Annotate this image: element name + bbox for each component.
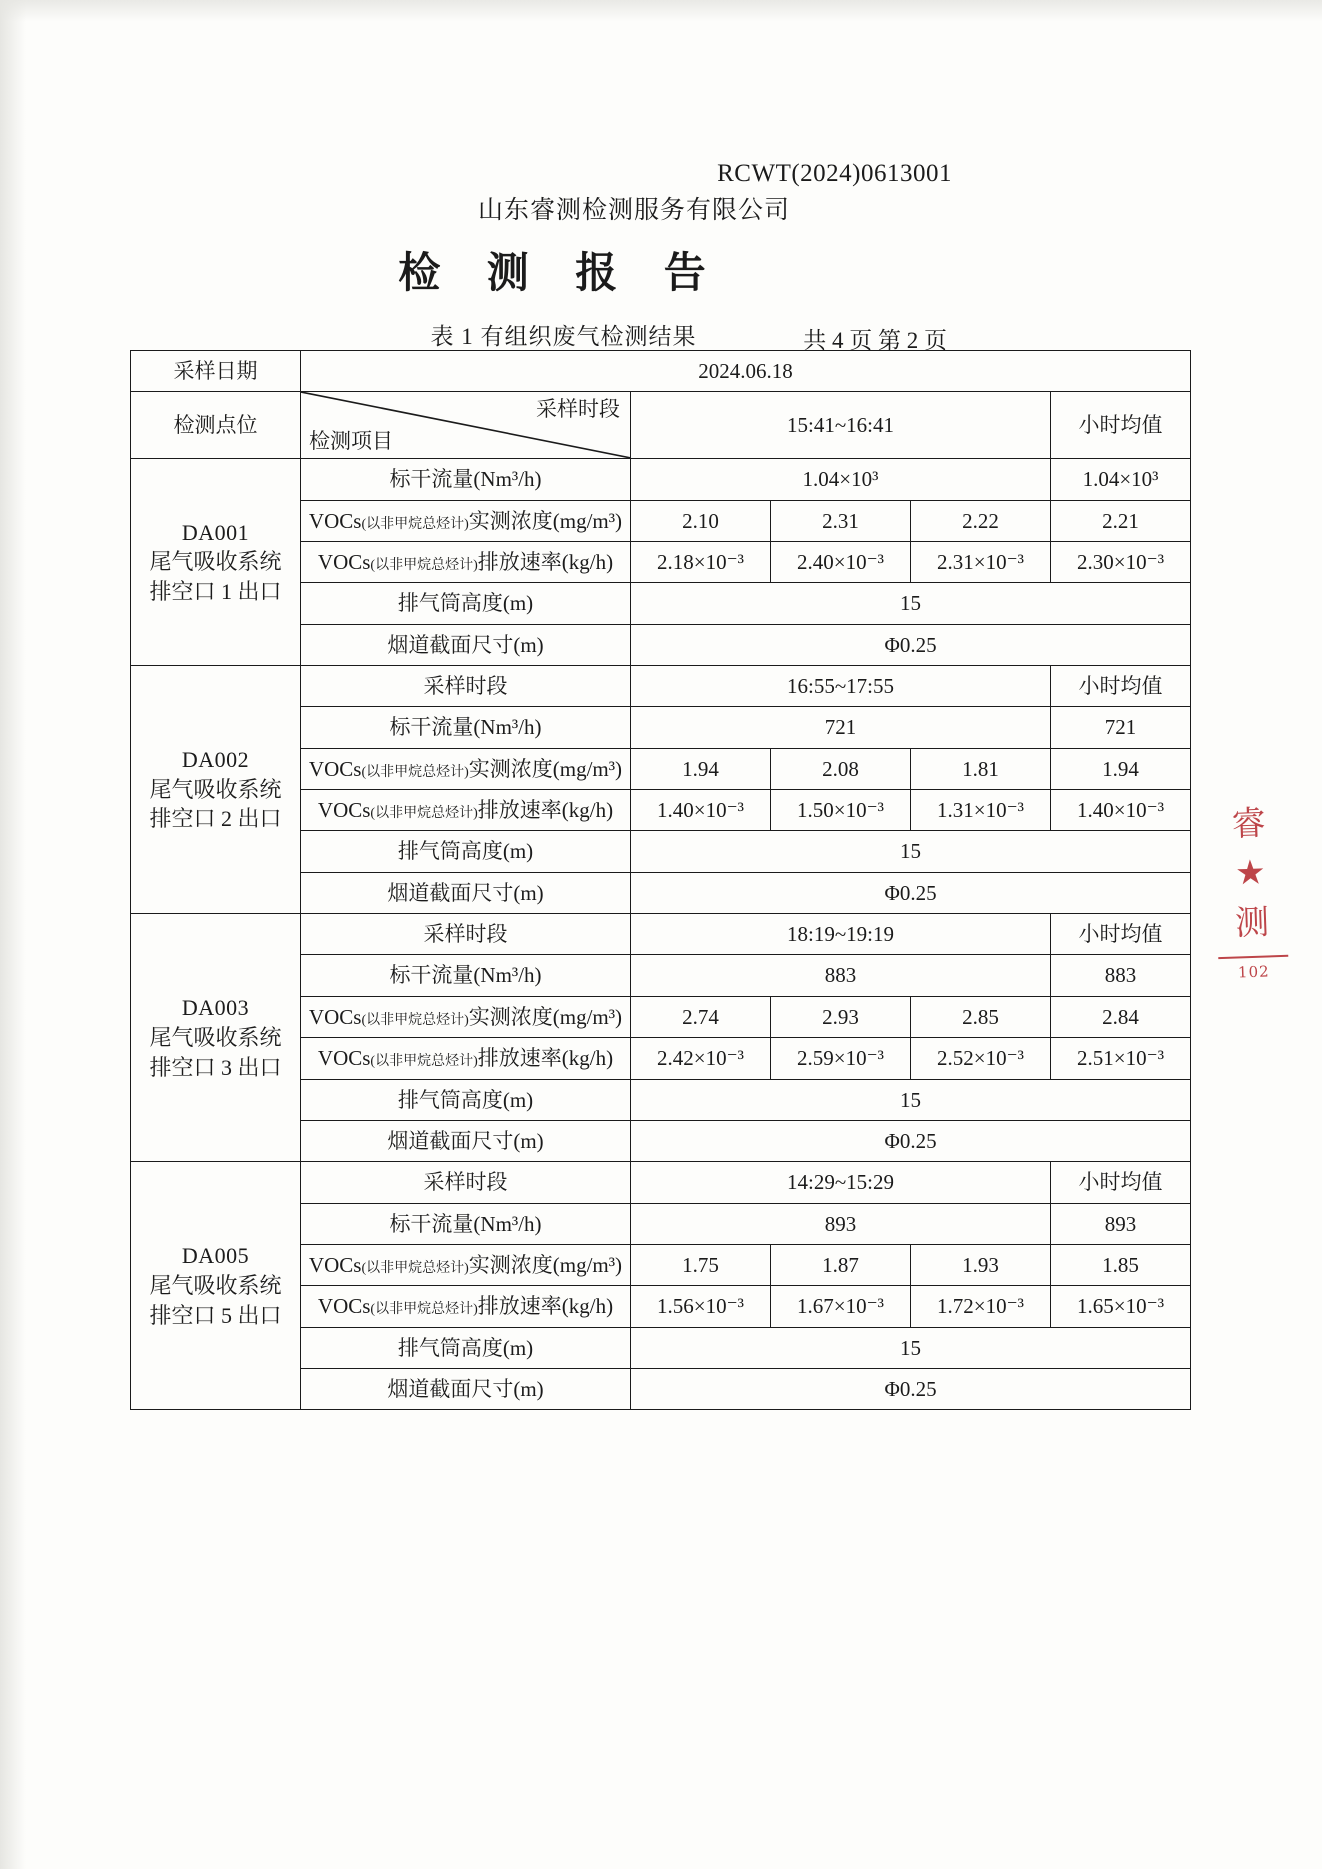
block-2-conc-avg: 2.84 xyxy=(1051,996,1191,1037)
row-label-duct-size: 烟道截面尺寸(m) xyxy=(301,1120,631,1161)
block-1-flow-value: 721 xyxy=(631,707,1051,748)
block-0-conc-1: 2.10 xyxy=(631,500,771,541)
row-label-sample-period: 采样时段 xyxy=(301,914,631,955)
point-desc-line2: 尾气吸收系统 xyxy=(149,549,282,575)
label-detection-item: 检测项目 xyxy=(309,429,393,453)
block-3-conc-1: 1.75 xyxy=(631,1244,771,1285)
block-1-conc-1: 1.94 xyxy=(631,748,771,789)
block-1-rate-1: 1.40×10⁻³ xyxy=(631,790,771,831)
point-cell-0 xyxy=(131,459,301,666)
table-row xyxy=(131,666,1191,707)
point-code: DA005 xyxy=(181,1243,250,1269)
page-count: 共 4 页 第 2 页 xyxy=(803,328,947,353)
point-desc-line2: 尾气吸收系统 xyxy=(149,1272,282,1298)
block-1-stack-height: 15 xyxy=(631,831,1191,872)
row-label-flow: 标干流量(Nm³/h) xyxy=(301,1203,631,1244)
block-3-flow-avg: 893 xyxy=(1051,1203,1191,1244)
block-2-stack-height: 15 xyxy=(631,1079,1191,1120)
company-name: 山东睿测检测服务有限公司 xyxy=(478,197,791,224)
row-label-stack-height: 排气筒高度(m) xyxy=(301,1079,631,1120)
block-2-flow-avg: 883 xyxy=(1051,955,1191,996)
block-3-rate-3: 1.72×10⁻³ xyxy=(911,1286,1051,1327)
label-hour-average: 小时均值 xyxy=(1051,392,1191,459)
diagonal-header-cell xyxy=(301,392,631,459)
block-3-conc-3: 1.93 xyxy=(911,1244,1051,1285)
block-3-conc-avg: 1.85 xyxy=(1051,1244,1191,1285)
row-label-concentration: VOCs(以非甲烷总烃计)实测浓度(mg/m³) xyxy=(301,996,631,1037)
block-1-conc-avg: 1.94 xyxy=(1051,748,1191,789)
block-2-rate-avg: 2.51×10⁻³ xyxy=(1051,1038,1191,1079)
block-1-rate-avg: 1.40×10⁻³ xyxy=(1051,790,1191,831)
block-2-rate-1: 2.42×10⁻³ xyxy=(631,1038,771,1079)
block-2-flow-value: 883 xyxy=(631,955,1051,996)
block-3-stack-height: 15 xyxy=(631,1327,1191,1368)
table-row xyxy=(131,351,1191,392)
row-label-flow: 标干流量(Nm³/h) xyxy=(301,707,631,748)
block-0-conc-avg: 2.21 xyxy=(1051,500,1191,541)
point-desc-line2: 尾气吸收系统 xyxy=(149,776,282,802)
block-2-conc-2: 2.93 xyxy=(771,996,911,1037)
row-label-stack-height: 排气筒高度(m) xyxy=(301,583,631,624)
seal-char-1: 睿 xyxy=(1230,803,1267,845)
point-desc-line3: 排空口 3 出口 xyxy=(149,1054,282,1080)
block-2-rate-3: 2.52×10⁻³ xyxy=(911,1038,1051,1079)
row-label-duct-size: 烟道截面尺寸(m) xyxy=(301,1368,631,1409)
point-code: DA003 xyxy=(181,995,250,1021)
row-label-concentration: VOCs(以非甲烷总烃计)实测浓度(mg/m³) xyxy=(301,1244,631,1285)
block-1-flow-avg: 721 xyxy=(1051,707,1191,748)
block-3-rate-2: 1.67×10⁻³ xyxy=(771,1286,911,1327)
point-desc-line3: 排空口 5 出口 xyxy=(149,1302,282,1328)
label-sample-period: 采样时段 xyxy=(536,397,620,422)
table-row xyxy=(131,914,1191,955)
row-label-rate: VOCs(以非甲烷总烃计)排放速率(kg/h) xyxy=(301,1038,631,1079)
block-1-rate-2: 1.50×10⁻³ xyxy=(771,790,911,831)
row-label-concentration: VOCs(以非甲烷总烃计)实测浓度(mg/m³) xyxy=(301,500,631,541)
block-0-rate-3: 2.31×10⁻³ xyxy=(911,542,1051,583)
sample-date-value: 2024.06.18 xyxy=(301,351,1191,392)
block-1-duct-size: Φ0.25 xyxy=(631,872,1191,913)
block-3-rate-1: 1.56×10⁻³ xyxy=(631,1286,771,1327)
label-detection-point: 检测点位 xyxy=(131,392,301,459)
point-cell-1 xyxy=(131,666,301,914)
block-2-conc-3: 2.85 xyxy=(911,996,1051,1037)
point-code: DA002 xyxy=(181,747,250,773)
row-label-flow: 标干流量(Nm³/h) xyxy=(301,459,631,500)
seal-code: 102 xyxy=(1218,955,1289,985)
row-label-rate: VOCs(以非甲烷总烃计)排放速率(kg/h) xyxy=(301,542,631,583)
label-sample-date: 采样日期 xyxy=(131,351,301,392)
table-row xyxy=(131,459,1191,500)
table-row xyxy=(131,392,1191,459)
seal-char-2: 测 xyxy=(1234,901,1270,944)
label-hour-average: 小时均值 xyxy=(1051,914,1191,955)
row-label-concentration: VOCs(以非甲烷总烃计)实测浓度(mg/m³) xyxy=(301,748,631,789)
block-0-flow-value: 1.04×10³ xyxy=(631,459,1051,500)
point-desc-line2: 尾气吸收系统 xyxy=(149,1024,282,1050)
row-label-rate: VOCs(以非甲烷总烃计)排放速率(kg/h) xyxy=(301,790,631,831)
block-3-flow-value: 893 xyxy=(631,1203,1051,1244)
block-2-period: 18:19~19:19 xyxy=(631,914,1051,955)
table-caption: 表 1 有组织废气检测结果 xyxy=(430,324,697,349)
block-0-period: 15:41~16:41 xyxy=(631,392,1051,459)
block-0-flow-avg: 1.04×10³ xyxy=(1051,459,1191,500)
point-desc-line3: 排空口 2 出口 xyxy=(149,806,282,832)
block-2-duct-size: Φ0.25 xyxy=(631,1120,1191,1161)
block-3-rate-avg: 1.65×10⁻³ xyxy=(1051,1286,1191,1327)
row-label-stack-height: 排气筒高度(m) xyxy=(301,1327,631,1368)
block-0-duct-size: Φ0.25 xyxy=(631,624,1191,665)
block-1-period: 16:55~17:55 xyxy=(631,666,1051,707)
label-hour-average: 小时均值 xyxy=(1051,1162,1191,1203)
block-3-duct-size: Φ0.25 xyxy=(631,1368,1191,1409)
company-seal-stamp xyxy=(1213,799,1289,985)
block-0-rate-avg: 2.30×10⁻³ xyxy=(1051,542,1191,583)
block-2-rate-2: 2.59×10⁻³ xyxy=(771,1038,911,1079)
row-label-rate: VOCs(以非甲烷总烃计)排放速率(kg/h) xyxy=(301,1286,631,1327)
block-0-rate-2: 2.40×10⁻³ xyxy=(771,542,911,583)
block-0-stack-height: 15 xyxy=(631,583,1191,624)
row-label-flow: 标干流量(Nm³/h) xyxy=(301,955,631,996)
row-label-sample-period: 采样时段 xyxy=(301,1162,631,1203)
point-cell-3 xyxy=(131,1162,301,1410)
row-label-duct-size: 烟道截面尺寸(m) xyxy=(301,624,631,665)
point-cell-2 xyxy=(131,914,301,1162)
seal-star-icon: ★ xyxy=(1234,852,1267,894)
block-3-period: 14:29~15:29 xyxy=(631,1162,1051,1203)
point-desc-line3: 排空口 1 出口 xyxy=(149,579,282,605)
row-label-stack-height: 排气筒高度(m) xyxy=(301,831,631,872)
block-0-conc-3: 2.22 xyxy=(911,500,1051,541)
block-0-rate-1: 2.18×10⁻³ xyxy=(631,542,771,583)
block-1-rate-3: 1.31×10⁻³ xyxy=(911,790,1051,831)
document-number: RCWT(2024)0613001 xyxy=(717,160,952,187)
page-edge-shading-top xyxy=(0,0,1322,22)
block-0-conc-2: 2.31 xyxy=(771,500,911,541)
report-title: 检 测 报 告 xyxy=(398,251,724,297)
row-label-duct-size: 烟道截面尺寸(m) xyxy=(301,872,631,913)
block-2-conc-1: 2.74 xyxy=(631,996,771,1037)
table-row xyxy=(131,1162,1191,1203)
point-code: DA001 xyxy=(181,519,250,545)
emission-results-table xyxy=(130,350,1191,1410)
block-1-conc-2: 2.08 xyxy=(771,748,911,789)
block-1-conc-3: 1.81 xyxy=(911,748,1051,789)
block-3-conc-2: 1.87 xyxy=(771,1244,911,1285)
label-hour-average: 小时均值 xyxy=(1051,666,1191,707)
row-label-sample-period: 采样时段 xyxy=(301,666,631,707)
